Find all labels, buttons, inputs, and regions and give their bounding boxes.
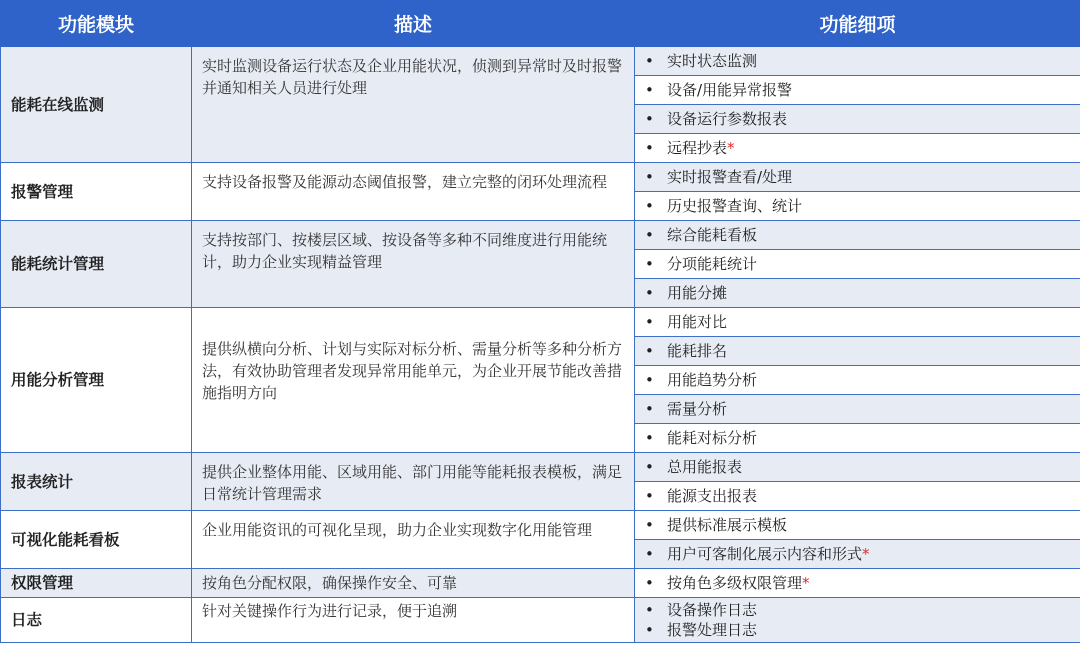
feature-item: • 历史报警查询、统计 — [635, 192, 1080, 221]
feature-item: • 能耗排名 — [635, 337, 1080, 366]
module-name: 日志 — [1, 598, 192, 643]
feature-item: • 能源支出报表 — [635, 482, 1080, 511]
module-name: 可视化能耗看板 — [1, 511, 192, 569]
feature-item: • 总用能报表 — [635, 453, 1080, 482]
table-row — [1, 221, 1080, 250]
feature-item: • 用能对比 — [635, 308, 1080, 337]
module-name: 能耗统计管理 — [1, 221, 192, 308]
feature-item: • 用能分摊 — [635, 279, 1080, 308]
table-row — [1, 453, 1080, 482]
feature-item: • 设备操作日志 — [645, 601, 758, 619]
feature-item: • 实时状态监测 — [635, 47, 1080, 76]
feature-item: • 远程抄表* — [635, 134, 1080, 163]
module-description: 实时监测设备运行状态及企业用能状况，侦测到异常时及时报警并通知相关人员进行处理 — [192, 47, 635, 163]
module-name: 报表统计 — [1, 453, 192, 511]
module-description: 按角色分配权限，确保操作安全、可靠 — [192, 569, 635, 598]
feature-item-group — [635, 598, 1080, 643]
feature-item: • 用能趋势分析 — [635, 366, 1080, 395]
feature-item: • 设备/用能异常报警 — [635, 76, 1080, 105]
feature-item: • 设备运行参数报表 — [635, 105, 1080, 134]
required-star: * — [802, 574, 810, 592]
required-star: * — [862, 545, 870, 563]
module-name: 能耗在线监测 — [1, 47, 192, 163]
module-description: 企业用能资讯的可视化呈现，助力企业实现数字化用能管理 — [192, 511, 635, 569]
module-name: 用能分析管理 — [1, 308, 192, 453]
feature-item: • 实时报警查看/处理 — [635, 163, 1080, 192]
header-items: 功能细项 — [635, 1, 1080, 47]
header-module: 功能模块 — [1, 1, 192, 47]
table-header-row — [1, 1, 1080, 47]
table-row — [1, 47, 1080, 76]
feature-item: • 分项能耗统计 — [635, 250, 1080, 279]
module-name: 报警管理 — [1, 163, 192, 221]
feature-item: • 能耗对标分析 — [635, 424, 1080, 453]
module-name: 权限管理 — [1, 569, 192, 598]
header-description: 描述 — [192, 1, 635, 47]
required-star: * — [727, 139, 735, 157]
feature-item: • 用户可客制化展示内容和形式* — [635, 540, 1080, 569]
table-row — [1, 569, 1080, 598]
table-row — [1, 163, 1080, 192]
feature-item: • 报警处理日志 — [645, 621, 758, 639]
module-description: 提供企业整体用能、区域用能、部门用能等能耗报表模板，满足日常统计管理需求 — [192, 453, 635, 511]
module-description: 支持按部门、按楼层区域、按设备等多种不同维度进行用能统计，助力企业实现精益管理 — [192, 221, 635, 308]
table-row — [1, 511, 1080, 540]
feature-item: • 按角色多级权限管理* — [635, 569, 1080, 598]
table-row — [1, 598, 1080, 643]
table-row — [1, 308, 1080, 337]
module-description: 支持设备报警及能源动态阈值报警，建立完整的闭环处理流程 — [192, 163, 635, 221]
feature-item: • 需量分析 — [635, 395, 1080, 424]
feature-item: • 综合能耗看板 — [635, 221, 1080, 250]
feature-item: • 提供标准展示模板 — [635, 511, 1080, 540]
module-description: 提供纵横向分析、计划与实际对标分析、需量分析等多种分析方法，有效协助管理者发现异常用能单元，为企业开展节能改善措施指明方向 — [192, 308, 635, 453]
module-description: 针对关键操作行为进行记录，便于追溯 — [192, 598, 635, 643]
